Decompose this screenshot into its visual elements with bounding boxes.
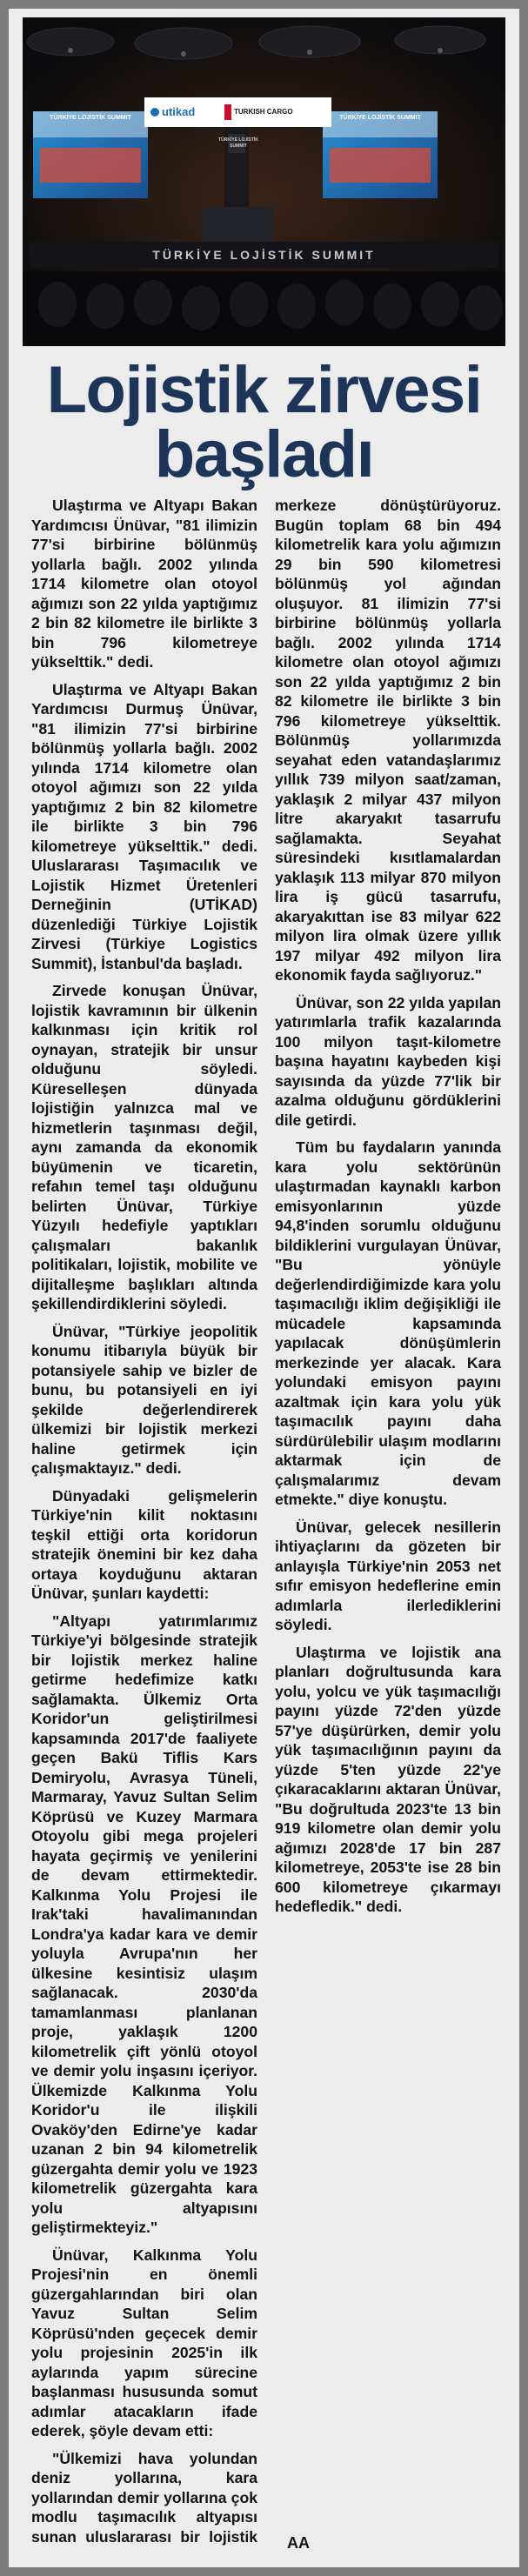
right-screen-text: TÜRKİYE LOJİSTİK SUMMIT bbox=[339, 115, 421, 121]
article-paragraph: "Altyapı yatırımlarımız Türkiye'yi bölgesinde stratejik bir lojistik merkez haline getirme hedefimize katkı sağlamakta. Ülkemiz Orta Koridor'un geliştirilmesi kapsamında 2017'de faaliyete geçen Bakü Tiflis Kars Demiryolu, Avrasya Tüneli, Marmaray, Yavuz Sultan Selim Köprüsü ve Kuzey Marmara Otoyolu gibi mega projeleri hayata geçirmiş ve yenilerini de devam ettirmektedir. Kalkınma Yolu Projesi ile Irak'taki havalimanından Londra'ya kadar kara ve demir yoluyla Avrupa'nın her ülkesine kesintisiz ulaşım sağlanacak. 2030'da tamamlanması planlanan proje, yaklaşık 1200 kilometrelik çift yönlü otoyol ve demir yolu inşasını içeriyor. Ülkemizde Kalkınma Yolu Koridor'u ile ilişkili Ovaköy'den Edirne'ye kadar uzanan 2 bin 94 kilometrelik güzergahta demir yolu ve 1923 kilometrelik güzergahta kara yolu altyapısını geliştirmekteyiz." bbox=[31, 1612, 257, 2236]
article-paragraph: Ulaştırma ve lojistik ana planları doğrultusunda kara yolu, yolcu ve yük taşımacılığı payını yüzde 72'den yüzde 57'ye düşürürken, demir yolu yük taşımacılığının payını da yüzde 5'ten yüzde 22'ye çıkaracaklarını aktaran Ünüvar, "Bu doğrultuda 2023'te 13 bin 919 kilometre olan demir yolu ağımızı 2028'de 17 bin 287 kilometreye, 2053'te ise 28 bin 600 kilometreye çıkarmayı hedefledik." dedi. bbox=[275, 1643, 501, 1915]
article-body bbox=[31, 496, 501, 2557]
newspaper-page bbox=[9, 9, 519, 2567]
article-paragraph: Ünüvar, "Türkiye jeopolitik konumu itibarıyla büyük bir potansiyele sahip ve bizler de bunu, bu potansiyeli en iyi şekilde değerlendirerek ülkemizi bir lojistik merkezi haline getirmek için çalışmaktayız." dedi. bbox=[31, 1322, 257, 1477]
podium-utikad-label: utikad bbox=[162, 105, 196, 118]
article-paragraph: Ünüvar, son 22 yılda yapılan yatırımlarla trafik kazalarında 100 milyon taşıt-kilometre başına hayatını kaybeden kişi sayısında da yüzde 77'lik bir azalma olduğunu gördüklerini dile getirdi. bbox=[275, 993, 501, 1129]
utikad-logo-icon bbox=[150, 108, 159, 117]
left-screen-text: TÜRKİYE LOJİSTİK SUMMIT bbox=[50, 115, 131, 121]
article-paragraph: Ulaştırma ve Altyapı Bakan Yardımcısı Durmuş Ünüvar, "81 ilimizin 77'si birbirine bölünmüş yollarla bağlı. 2002 yılında 1714 kilometre olan otoyol ağımızı son 22 yılda yaptığımız 2 bin 82 kilometre ile birlikte 3 bin 796 kilometreye yükselttik." dedi. Uluslararası Taşımacılık ve Lojistik Hizmet Üretenleri Derneğinin (UTİKAD) düzenlediği Türkiye Lojistik Zirvesi (Türkiye Logistics Summit), İstanbul'da başladı. bbox=[31, 680, 257, 972]
stage-banner-text: TÜRKİYE LOJİSTİK SUMMIT bbox=[152, 248, 376, 262]
article-paragraph: Zirvede konuşan Ünüvar, lojistik kavramının bir ülkenin kalkınması için kritik rol oynayan, stratejik bir unsur olduğunu söyledi. Küreselleşen dünyada lojistiğin yalnızca mal ve hizmetlerin taşınması değil, aynı zamanda da ekonomik büyümenin ve ticaretin, refahın temel taşı olduğunu belirten Ünüvar, Türkiye Yüzyılı hedefiyle yaptıkları çalışmaları bakanlık politikaları, lojistik, mobilite ve dijitalleşme başlıkları altında şekillendirdiklerini söyledi. bbox=[31, 982, 257, 1312]
stage-illustration bbox=[23, 17, 505, 346]
article-paragraph: Tüm bu faydaların yanında kara yolu sektörünün ulaştırmadan kaynaklı karbon emisyonlarının yüzde 94,8'inden sorumlu olduğunu bildiklerini vurgulayan Ünüvar, "Bu yönüyle değerlendirdiğimizde kara yolu taşımacılığı iklim değişikliği ile mücadele kapsamında yapılacak dönüşümlerin merkezinde yer alacak. Kara yolundaki emisyon payını azaltmak için kara yolu yük taşımacılık payını daha sürdürülebilir ulaşım modlarını aktarmak için de çalışmalarımız devam etmekte." diye konuştu. bbox=[275, 1138, 501, 1508]
headline-line-1: Lojistik zirvesi bbox=[46, 353, 482, 427]
headline-line-2: başladı bbox=[154, 417, 374, 491]
headline bbox=[9, 353, 519, 491]
article-paragraph: Ulaştırma ve Altyapı Bakan Yardımcısı Ünüvar, "81 ilimizin 77'si birbirine bölünmüş yollarla bağlı. 2002 yılında 1714 kilometre olan otoyol ağımızı son 22 yılda yaptığımız 2 bin 82 kilometre ile birlikte 3 bin 796 kilometreye yükselttik." dedi. bbox=[31, 497, 257, 671]
article-paragraph: Ünüvar, gelecek nesillerin ihtiyaçlarını da gözeten bir anlayışla Türkiye'nin 2053 net sıfır emisyon hedeflerine emin adımlarla ilerlediklerini söyledi. bbox=[275, 1518, 501, 1633]
turkish-cargo-logo-icon bbox=[224, 104, 231, 120]
summit-stage-photo bbox=[23, 17, 505, 346]
article-paragraph: Ünüvar, Kalkınma Yolu Projesi'nin en önemli güzergahlarından biri olan Yavuz Sultan Selim Köprüsü'nden geçecek demir yolu projesinin 2025'in ilk aylarında yapım sürecine başlanması hususunda somut adımlar atacakların ifade ederek, şöyle devam etti: bbox=[31, 2246, 257, 2439]
podium-turkish-cargo-label: TURKISH CARGO bbox=[234, 108, 293, 116]
article-paragraph: "Ülkemizi hava yolundan deniz yollarına, kara yollarından demir yollarına çok modlu taşımacılık altyapısı sunan uluslararası bir lojistik merkeze dönüştürüyoruz. Bugün toplam 68 bin 494 kilometrelik kara yolu ağımızın 29 bin 590 kilometresi bölünmüş yol ağından oluşuyor. 81 ilimizin 77'si birbirine bölünmüş yollarla bağlı. 2002 yılında 1714 kilometre olan otoyol ağımızı son 22 yılda yaptığımız 2 bin 82 kilometre ile birlikte 3 bin 796 kilometreye yükselttik. Bölünmüş yollarımızda seyahat eden vatandaşlarımız yıllık 739 milyon saat/zaman, yaklaşık 2 milyar 437 milyon litre akaryakıt tasarrufu sağlamakta. Seyahat süresindeki kısıtlamalardan yaklaşık 113 milyar 870 milyon lira iş gücü tasarrufu, akaryakıttan ise 83 milyar 622 milyon lira olmak üzere yıllık 197 milyar 492 milyon lira ekonomik fayda sağlıyoruz." bbox=[31, 497, 501, 2546]
author-signature: AA bbox=[287, 2534, 310, 2552]
article-paragraph: Dünyadaki gelişmelerin Türkiye'nin kilit noktasını teşkil ettiği orta koridorun stratejik önemini bir kez daha ortaya koyduğunu aktaran Ünüvar, şunları kaydetti: bbox=[31, 1486, 257, 1602]
podium-sub-text: TÜRKİYE LOJİSTİK SUMMIT bbox=[218, 137, 258, 149]
